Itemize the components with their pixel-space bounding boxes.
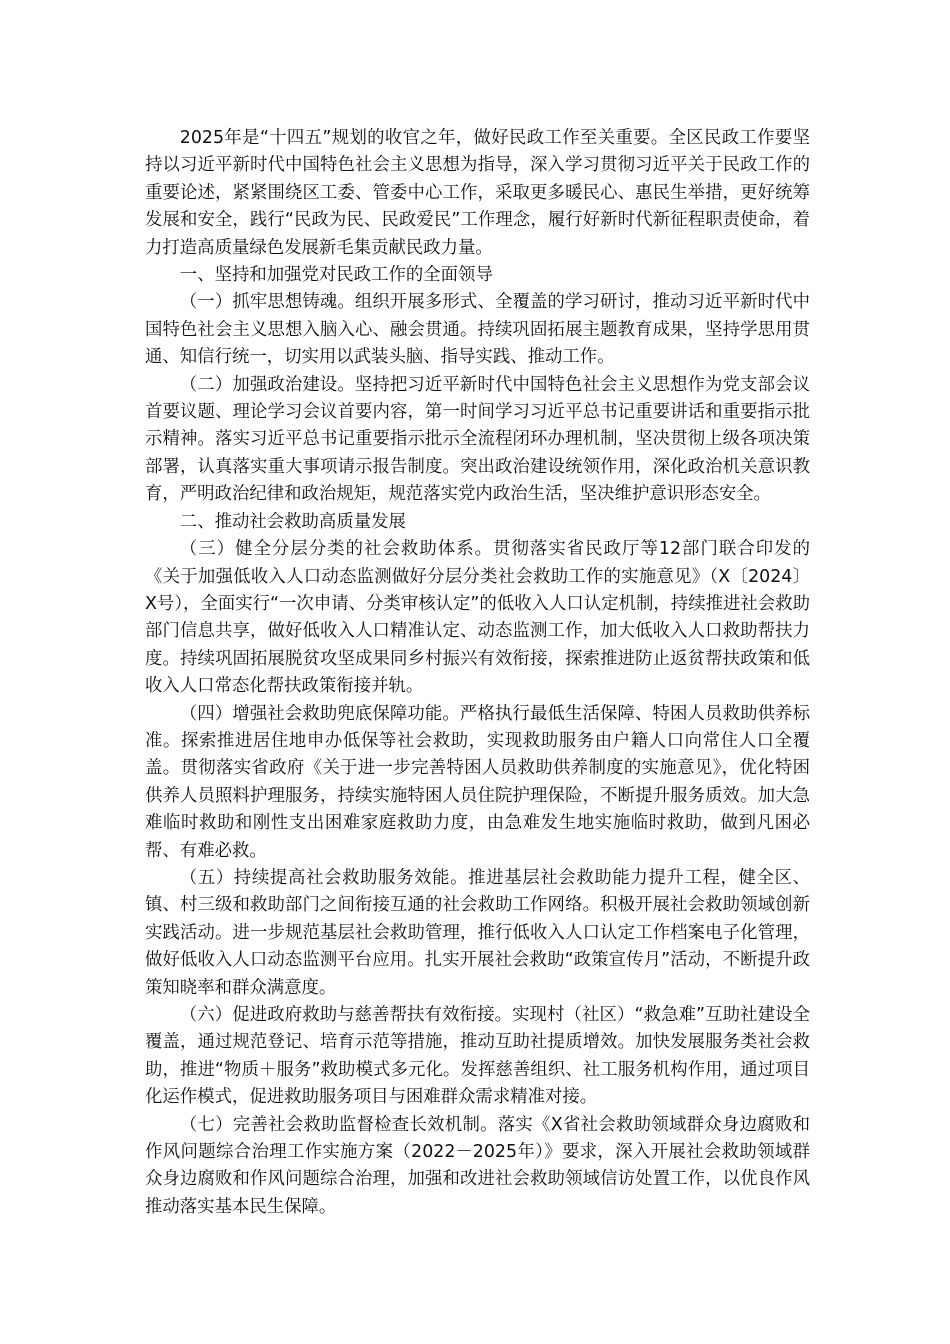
paragraph-item-5: （五）持续提高社会救助服务效能。推进基层社会救助能力提升工程，健全区、镇、村三级和救助部门之间衔接互通的社会救助工作网络。积极开展社会救助领域创新实践活动。进一步规范基层社会救助管理，推行低收入人口认定工作档案电子化管理，做好低收入人口动态监测平台应用。扎实开展社会救助“政策宣传月”活动，不断提升政策知晓率和群众满意度。 bbox=[145, 867, 810, 998]
section-heading-2: 二、推动社会救助高质量发展 bbox=[179, 511, 406, 532]
paragraph-item-7: （七）完善社会救助监督检查长效机制。落实《X省社会救助领域群众身边腐败和作风问题综合治理工作实施方案（2022－2025年）》要求，深入开展社会救助领域群众身边腐败和作风问题综合治理，加强和改进社会救助领域信访处置工作，以优良作风推动落实基本民生保障。 bbox=[145, 1114, 810, 1217]
paragraph-item-4: （四）增强社会救助兜底保障功能。严格执行最低生活保障、特困人员救助供养标准。探索推进居住地申办低保等社会救助，实现救助服务由户籍人口向常住人口全覆盖。贯彻落实省政府《关于进一步完善特困人员救助供养制度的实施意见》，优化特困供养人员照料护理服务，持续实施特困人员住院护理保险，不断提升服务质效。加大急难临时救助和刚性支出困难家庭救助力度，由急难发生地实施临时救助，做到凡困必帮、有难必救。 bbox=[145, 703, 810, 861]
intro-paragraph: 2025年是“十四五”规划的收官之年，做好民政工作至关重要。全区民政工作要坚持以习近平新时代中国特色社会主义思想为指导，深入学习贯彻习近平关于民政工作的重要论述，紧紧围绕区工委、管委中心工作，采取更多暖民心、惠民生举措，更好统筹发展和安全，践行“民政为民、民政爱民”工作理念，履行好新时代新征程职责使命，着力打造高质量绿色发展新毛集贡献民政力量。 bbox=[145, 128, 810, 258]
section-heading-1: 一、坚持和加强党对民政工作的全面领导 bbox=[179, 265, 493, 286]
paragraph-item-1: （一）抓牢思想铸魂。组织开展多形式、全覆盖的学习研讨，推动习近平新时代中国特色社会主义思想入脑入心、融会贯通。持续巩固拓展主题教育成果，坚持学思用贯通、知信行统一，切实用以武装头脑、指导实践、推动工作。 bbox=[145, 292, 810, 368]
document-body bbox=[145, 125, 810, 1221]
paragraph-item-6: （六）促进政府救助与慈善帮扶有效衔接。实现村（社区）“救急难”互助社建设全覆盖，通过规范登记、培育示范等措施，推动互助社提质增效。加快发展服务类社会救助，推进“物质＋服务”救助模式多元化。发挥慈善组织、社工服务机构作用，通过项目化运作模式，促进救助服务项目与困难群众需求精准对接。 bbox=[145, 1005, 810, 1108]
paragraph-item-3: （三）健全分层分类的社会救助体系。贯彻落实省民政厅等12部门联合印发的《关于加强低收入人口动态监测做好分层分类社会救助工作的实施意见》（X〔2024〕X号），全面实行“一次申请、分类审核认定”的低收入人口认定机制，持续推进社会救助部门信息共享，做好低收入人口精准认定、动态监测工作，加大低收入人口救助帮扶力度。持续巩固拓展脱贫攻坚成果同乡村振兴有效衔接，探索推进防止返贫帮扶政策和低收入人口常态化帮扶政策衔接并轨。 bbox=[145, 539, 810, 697]
paragraph-item-2: （二）加强政治建设。坚持把习近平新时代中国特色社会主义思想作为党支部会议首要议题、理论学习会议首要内容，第一时间学习习近平总书记重要讲话和重要指示批示精神。落实习近平总书记重要指示批示全流程闭环办理机制，坚决贯彻上级各项决策部署，认真落实重大事项请示报告制度。突出政治建设统领作用，深化政治机关意识教育，严明政治纪律和政治规矩，规范落实党内政治生活，坚决维护意识形态安全。 bbox=[145, 374, 810, 505]
